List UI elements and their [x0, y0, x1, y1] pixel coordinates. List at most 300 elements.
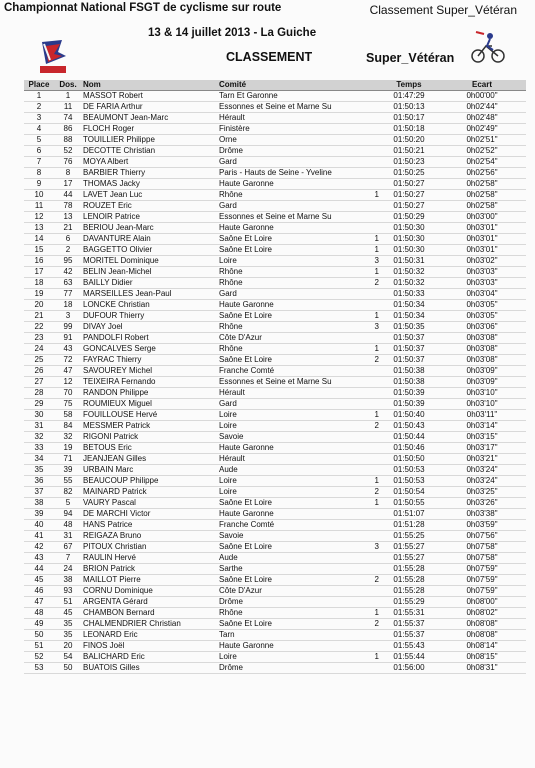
cell-dos: 44 — [54, 190, 82, 201]
cell-ecart: 0h07'58" — [438, 542, 526, 553]
cell-nom: BAILLY Didier — [82, 278, 218, 289]
cell-nom: BUATOIS Gilles — [82, 663, 218, 674]
cell-ecart: 0h08'15" — [438, 652, 526, 663]
cell-temps: 01:50:40 — [380, 410, 438, 421]
cell-nom: BRION Patrick — [82, 564, 218, 575]
cell-flag — [352, 223, 380, 234]
cell-comite: Hérault — [218, 113, 352, 124]
cell-place: 30 — [24, 410, 54, 421]
cell-comite: Loire — [218, 476, 352, 487]
cell-comite: Haute Garonne — [218, 179, 352, 190]
cell-comite: Saône Et Loire — [218, 311, 352, 322]
cell-temps: 01:47:29 — [380, 91, 438, 102]
cell-temps: 01:50:30 — [380, 245, 438, 256]
cell-place: 4 — [24, 124, 54, 135]
cell-temps: 01:50:33 — [380, 289, 438, 300]
cell-place: 47 — [24, 597, 54, 608]
cell-dos: 54 — [54, 652, 82, 663]
cell-place: 2 — [24, 102, 54, 113]
col-header-nom: Nom — [82, 80, 218, 91]
cell-flag — [352, 102, 380, 113]
table-row — [24, 641, 526, 652]
cell-temps: 01:50:37 — [380, 344, 438, 355]
cell-nom: GONCALVES Serge — [82, 344, 218, 355]
cell-flag: 3 — [352, 322, 380, 333]
cell-flag — [352, 531, 380, 542]
cell-ecart: 0h02'56" — [438, 168, 526, 179]
table-row — [24, 289, 526, 300]
table-row — [24, 267, 526, 278]
cell-place: 10 — [24, 190, 54, 201]
cell-dos: 91 — [54, 333, 82, 344]
cell-nom: CHALMENDRIER Christian — [82, 619, 218, 630]
cell-comite: Loire — [218, 410, 352, 421]
table-row — [24, 465, 526, 476]
cell-flag: 1 — [352, 245, 380, 256]
cell-place: 21 — [24, 311, 54, 322]
cell-dos: 35 — [54, 630, 82, 641]
cell-flag — [352, 366, 380, 377]
table-row — [24, 212, 526, 223]
cell-ecart: 0h03'05" — [438, 300, 526, 311]
cell-nom: DUFOUR Thierry — [82, 311, 218, 322]
cell-ecart: 0h02'48" — [438, 113, 526, 124]
cell-place: 27 — [24, 377, 54, 388]
cell-flag — [352, 454, 380, 465]
table-row — [24, 124, 526, 135]
cell-nom: ROUZET Eric — [82, 201, 218, 212]
table-row — [24, 355, 526, 366]
cell-comite: Rhône — [218, 608, 352, 619]
cell-dos: 8 — [54, 168, 82, 179]
cell-ecart: 0h03'15" — [438, 432, 526, 443]
category-heading: Super_Vétéran — [366, 51, 455, 65]
cell-ecart: 0h03'26" — [438, 498, 526, 509]
cell-flag — [352, 399, 380, 410]
cell-nom: ARGENTA Gérard — [82, 597, 218, 608]
cell-ecart: 0h03'09" — [438, 377, 526, 388]
cell-flag: 1 — [352, 234, 380, 245]
cell-dos: 43 — [54, 344, 82, 355]
cell-flag — [352, 509, 380, 520]
cell-dos: 3 — [54, 311, 82, 322]
cell-temps: 01:51:07 — [380, 509, 438, 520]
cell-flag — [352, 597, 380, 608]
cell-comite: Haute Garonne — [218, 443, 352, 454]
cell-place: 24 — [24, 344, 54, 355]
cell-nom: FAYRAC Thierry — [82, 355, 218, 366]
cell-flag: 2 — [352, 487, 380, 498]
cell-ecart: 0h03'24" — [438, 465, 526, 476]
cell-place: 39 — [24, 509, 54, 520]
table-row — [24, 575, 526, 586]
cell-flag — [352, 641, 380, 652]
table-row — [24, 201, 526, 212]
cell-dos: 50 — [54, 663, 82, 674]
table-row — [24, 553, 526, 564]
cell-temps: 01:50:38 — [380, 377, 438, 388]
cell-place: 14 — [24, 234, 54, 245]
cell-nom: BALICHARD Eric — [82, 652, 218, 663]
cell-place: 12 — [24, 212, 54, 223]
cell-nom: ROUMIEUX Miguel — [82, 399, 218, 410]
cell-comite: Drôme — [218, 663, 352, 674]
cell-temps: 01:50:30 — [380, 234, 438, 245]
cell-ecart: 0h08'00" — [438, 597, 526, 608]
cell-ecart: 0h03'10" — [438, 388, 526, 399]
cell-flag: 1 — [352, 311, 380, 322]
cell-ecart: 0h02'52" — [438, 146, 526, 157]
cell-temps: 01:50:31 — [380, 256, 438, 267]
cell-place: 26 — [24, 366, 54, 377]
cell-ecart: 0h03'59" — [438, 520, 526, 531]
cell-flag — [352, 377, 380, 388]
cell-dos: 74 — [54, 113, 82, 124]
cell-dos: 99 — [54, 322, 82, 333]
cell-comite: Paris - Hauts de Seine - Yveline — [218, 168, 352, 179]
cell-ecart: 0h03'08" — [438, 344, 526, 355]
cell-place: 44 — [24, 564, 54, 575]
cell-ecart: 0h03'03" — [438, 278, 526, 289]
cell-dos: 35 — [54, 619, 82, 630]
cell-place: 23 — [24, 333, 54, 344]
cell-comite: Rhône — [218, 278, 352, 289]
cell-dos: 58 — [54, 410, 82, 421]
cell-nom: LENOIR Patrice — [82, 212, 218, 223]
cell-comite: Sarthe — [218, 564, 352, 575]
cell-dos: 2 — [54, 245, 82, 256]
cell-dos: 17 — [54, 179, 82, 190]
cell-comite: Saône Et Loire — [218, 542, 352, 553]
cell-nom: RANDON Philippe — [82, 388, 218, 399]
cell-place: 29 — [24, 399, 54, 410]
cell-flag — [352, 630, 380, 641]
cell-flag — [352, 388, 380, 399]
table-row — [24, 520, 526, 531]
cell-comite: Essonnes et Seine et Marne Su — [218, 102, 352, 113]
cell-ecart: 0h03'01" — [438, 245, 526, 256]
cell-flag — [352, 168, 380, 179]
cell-comite: Rhône — [218, 190, 352, 201]
cell-place: 1 — [24, 91, 54, 102]
cell-flag — [352, 91, 380, 102]
cell-dos: 38 — [54, 575, 82, 586]
cell-nom: DAVANTURE Alain — [82, 234, 218, 245]
cell-dos: 24 — [54, 564, 82, 575]
cell-comite: Loire — [218, 256, 352, 267]
cell-flag: 1 — [352, 190, 380, 201]
cell-flag — [352, 212, 380, 223]
cell-place: 5 — [24, 135, 54, 146]
table-row — [24, 399, 526, 410]
cell-comite: Gard — [218, 201, 352, 212]
cell-comite: Haute Garonne — [218, 641, 352, 652]
cell-place: 45 — [24, 575, 54, 586]
cell-nom: MORITEL Dominique — [82, 256, 218, 267]
cell-temps: 01:55:25 — [380, 531, 438, 542]
cell-place: 20 — [24, 300, 54, 311]
cell-comite: Rhône — [218, 267, 352, 278]
cell-flag — [352, 179, 380, 190]
cell-place: 17 — [24, 267, 54, 278]
col-header-flag — [352, 80, 380, 91]
table-row — [24, 410, 526, 421]
cell-dos: 52 — [54, 146, 82, 157]
cell-comite: Saône Et Loire — [218, 234, 352, 245]
cell-dos: 32 — [54, 432, 82, 443]
cell-comite: Gard — [218, 157, 352, 168]
cell-place: 19 — [24, 289, 54, 300]
cell-temps: 01:50:53 — [380, 465, 438, 476]
cell-ecart: 0h02'58" — [438, 201, 526, 212]
cell-temps: 01:50:20 — [380, 135, 438, 146]
table-row — [24, 322, 526, 333]
fsgt-logo — [36, 38, 70, 74]
cell-ecart: 0h02'49" — [438, 124, 526, 135]
cell-nom: HANS Patrice — [82, 520, 218, 531]
cell-temps: 01:50:54 — [380, 487, 438, 498]
table-row — [24, 597, 526, 608]
cell-place: 3 — [24, 113, 54, 124]
cell-flag: 1 — [352, 498, 380, 509]
cell-ecart: 0h08'14" — [438, 641, 526, 652]
table-row — [24, 344, 526, 355]
cell-dos: 48 — [54, 520, 82, 531]
cell-dos: 21 — [54, 223, 82, 234]
cell-ecart: 0h02'44" — [438, 102, 526, 113]
table-row — [24, 432, 526, 443]
cell-nom: CHAMBON Bernard — [82, 608, 218, 619]
cell-comite: Drôme — [218, 597, 352, 608]
cell-place: 16 — [24, 256, 54, 267]
cell-temps: 01:50:25 — [380, 168, 438, 179]
cell-place: 6 — [24, 146, 54, 157]
cell-temps: 01:50:43 — [380, 421, 438, 432]
cell-comite: Saône Et Loire — [218, 575, 352, 586]
cell-ecart: 0h07'59" — [438, 564, 526, 575]
cell-nom: RIGONI Patrick — [82, 432, 218, 443]
cell-flag: 2 — [352, 355, 380, 366]
cell-ecart: 0h03'01" — [438, 234, 526, 245]
cell-dos: 31 — [54, 531, 82, 542]
cell-dos: 11 — [54, 102, 82, 113]
cell-flag — [352, 564, 380, 575]
cell-nom: SAVOUREY Michel — [82, 366, 218, 377]
cell-nom: LEONARD Eric — [82, 630, 218, 641]
cell-comite: Gard — [218, 289, 352, 300]
cell-place: 35 — [24, 465, 54, 476]
cell-dos: 63 — [54, 278, 82, 289]
cell-nom: PANDOLFI Robert — [82, 333, 218, 344]
cell-comite: Hérault — [218, 388, 352, 399]
cell-flag — [352, 157, 380, 168]
cell-nom: DE MARCHI Victor — [82, 509, 218, 520]
cell-flag: 2 — [352, 619, 380, 630]
cell-temps: 01:50:46 — [380, 443, 438, 454]
cell-place: 49 — [24, 619, 54, 630]
table-row — [24, 223, 526, 234]
cell-place: 7 — [24, 157, 54, 168]
table-row — [24, 421, 526, 432]
cell-ecart: 0h07'59" — [438, 586, 526, 597]
cell-nom: BELIN Jean-Michel — [82, 267, 218, 278]
cell-nom: DIVAY Joel — [82, 322, 218, 333]
cell-nom: FOUILLOUSE Hervé — [82, 410, 218, 421]
cell-ecart: 0h03'11" — [438, 410, 526, 421]
cell-place: 32 — [24, 432, 54, 443]
table-row — [24, 157, 526, 168]
cell-temps: 01:50:37 — [380, 355, 438, 366]
cell-dos: 7 — [54, 553, 82, 564]
cell-comite: Côte D'Azur — [218, 586, 352, 597]
table-row — [24, 443, 526, 454]
table-row — [24, 476, 526, 487]
cell-flag: 2 — [352, 278, 380, 289]
cell-dos: 55 — [54, 476, 82, 487]
cell-temps: 01:50:35 — [380, 322, 438, 333]
cell-temps: 01:55:43 — [380, 641, 438, 652]
cell-comite: Haute Garonne — [218, 509, 352, 520]
table-row — [24, 190, 526, 201]
category-title: Classement Super_Vétéran — [369, 3, 517, 17]
cell-flag: 1 — [352, 410, 380, 421]
cell-temps: 01:55:31 — [380, 608, 438, 619]
cell-dos: 19 — [54, 443, 82, 454]
cell-temps: 01:50:30 — [380, 223, 438, 234]
cell-temps: 01:50:50 — [380, 454, 438, 465]
cell-flag — [352, 201, 380, 212]
table-row — [24, 135, 526, 146]
cell-dos: 72 — [54, 355, 82, 366]
cell-flag — [352, 146, 380, 157]
cell-comite: Loire — [218, 652, 352, 663]
cell-nom: FINOS Joël — [82, 641, 218, 652]
cell-flag: 2 — [352, 421, 380, 432]
cell-dos: 20 — [54, 641, 82, 652]
cell-ecart: 0h03'00" — [438, 212, 526, 223]
cell-place: 43 — [24, 553, 54, 564]
cell-flag — [352, 300, 380, 311]
cell-dos: 1 — [54, 91, 82, 102]
table-row — [24, 245, 526, 256]
cell-temps: 01:55:37 — [380, 619, 438, 630]
table-row — [24, 564, 526, 575]
cell-ecart: 0h08'31" — [438, 663, 526, 674]
cell-flag: 1 — [352, 608, 380, 619]
cell-temps: 01:50:34 — [380, 311, 438, 322]
cell-ecart: 0h03'09" — [438, 366, 526, 377]
cell-flag — [352, 520, 380, 531]
table-row — [24, 663, 526, 674]
cell-nom: BAGGETTO Olivier — [82, 245, 218, 256]
cell-ecart: 0h08'08" — [438, 630, 526, 641]
cell-dos: 77 — [54, 289, 82, 300]
cell-dos: 78 — [54, 201, 82, 212]
cell-ecart: 0h03'03" — [438, 267, 526, 278]
table-row — [24, 498, 526, 509]
table-row — [24, 91, 526, 102]
cell-comite: Saône Et Loire — [218, 245, 352, 256]
col-header-place: Place — [24, 80, 54, 91]
table-row — [24, 531, 526, 542]
cell-temps: 01:55:29 — [380, 597, 438, 608]
cell-comite: Hérault — [218, 454, 352, 465]
cell-flag — [352, 124, 380, 135]
cell-place: 15 — [24, 245, 54, 256]
cell-flag: 1 — [352, 476, 380, 487]
cell-comite: Franche Comté — [218, 366, 352, 377]
cell-flag: 3 — [352, 256, 380, 267]
cell-dos: 76 — [54, 157, 82, 168]
cell-temps: 01:50:27 — [380, 201, 438, 212]
cell-nom: MARSEILLES Jean-Paul — [82, 289, 218, 300]
cell-place: 40 — [24, 520, 54, 531]
cell-comite: Savoie — [218, 432, 352, 443]
table-row — [24, 113, 526, 124]
cell-comite: Orne — [218, 135, 352, 146]
cell-place: 51 — [24, 641, 54, 652]
cell-comite: Tarn — [218, 630, 352, 641]
cell-temps: 01:55:28 — [380, 575, 438, 586]
cell-dos: 88 — [54, 135, 82, 146]
cell-comite: Côte D'Azur — [218, 333, 352, 344]
cell-temps: 01:50:53 — [380, 476, 438, 487]
table-row — [24, 586, 526, 597]
cell-dos: 6 — [54, 234, 82, 245]
cell-ecart: 0h07'56" — [438, 531, 526, 542]
cell-temps: 01:50:29 — [380, 212, 438, 223]
table-row — [24, 146, 526, 157]
cell-ecart: 0h07'59" — [438, 575, 526, 586]
cell-flag — [352, 289, 380, 300]
cell-nom: MAINARD Patrick — [82, 487, 218, 498]
cell-nom: MAILLOT Pierre — [82, 575, 218, 586]
table-row — [24, 366, 526, 377]
championship-title: Championnat National FSGT de cyclisme sur route — [4, 2, 282, 14]
cell-nom: BERIOU Jean-Marc — [82, 223, 218, 234]
cell-ecart: 0h03'38" — [438, 509, 526, 520]
cell-ecart: 0h03'21" — [438, 454, 526, 465]
cell-temps: 01:50:38 — [380, 366, 438, 377]
cell-temps: 01:55:27 — [380, 553, 438, 564]
col-header-dos: Dos. — [54, 80, 82, 91]
cell-comite: Rhône — [218, 344, 352, 355]
cell-nom: JEANJEAN Gilles — [82, 454, 218, 465]
cell-dos: 39 — [54, 465, 82, 476]
table-row — [24, 179, 526, 190]
event-dates: 13 & 14 juillet 2013 - La Guiche — [148, 27, 317, 39]
cell-temps: 01:50:32 — [380, 278, 438, 289]
cell-flag: 2 — [352, 575, 380, 586]
cell-ecart: 0h03'01" — [438, 223, 526, 234]
cell-comite: Essonnes et Seine et Marne Su — [218, 377, 352, 388]
cell-flag — [352, 586, 380, 597]
table-row — [24, 168, 526, 179]
cell-ecart: 0h03'02" — [438, 256, 526, 267]
cell-dos: 93 — [54, 586, 82, 597]
cell-comite: Savoie — [218, 531, 352, 542]
cell-nom: LONCKE Christian — [82, 300, 218, 311]
cell-temps: 01:50:39 — [380, 388, 438, 399]
table-row — [24, 619, 526, 630]
cell-comite: Rhône — [218, 322, 352, 333]
classement-heading: CLASSEMENT — [226, 50, 313, 64]
cell-dos: 67 — [54, 542, 82, 553]
cell-dos: 13 — [54, 212, 82, 223]
cell-comite: Finistère — [218, 124, 352, 135]
cell-nom: CORNU Dominique — [82, 586, 218, 597]
cell-comite: Loire — [218, 421, 352, 432]
